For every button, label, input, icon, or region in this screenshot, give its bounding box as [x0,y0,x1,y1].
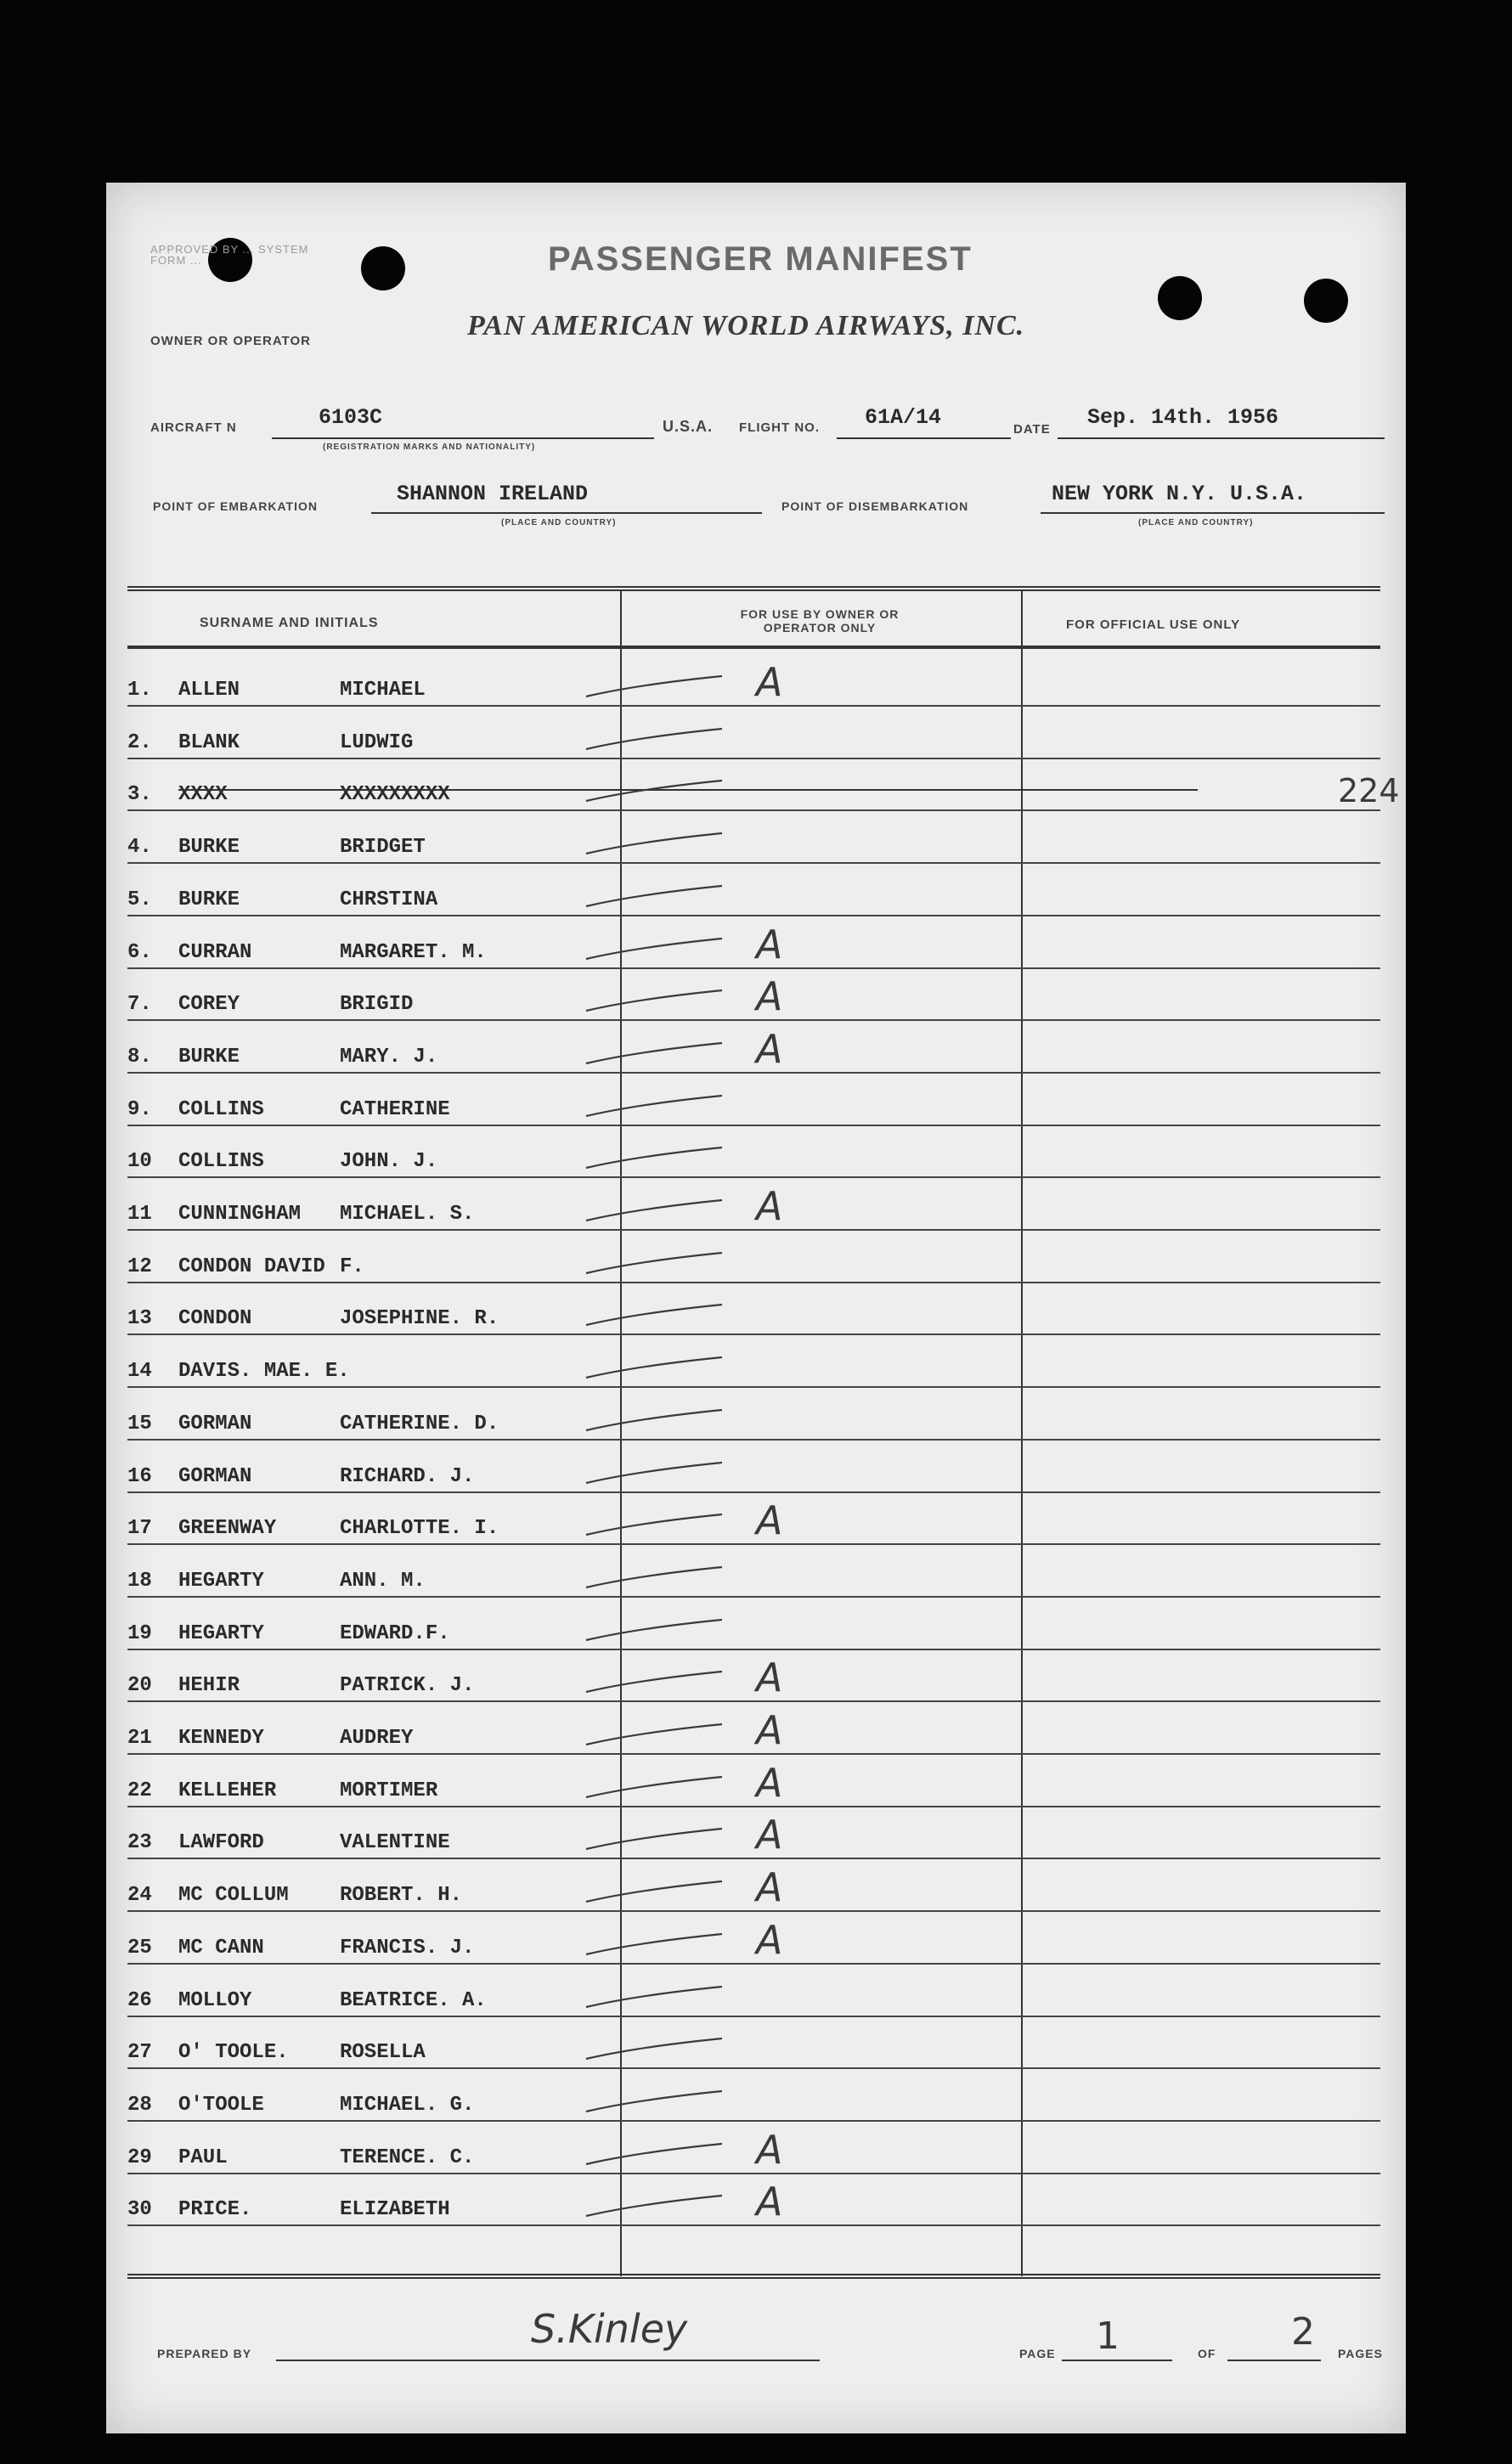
check-stroke [578,2032,748,2066]
check-stroke [578,1298,748,1332]
passenger-given-name: BRIGID [340,993,414,1017]
row-number: 30 [127,2198,152,2222]
passenger-given-name: CHRSTINA [340,888,438,911]
check-stroke [578,2189,748,2223]
aircraft-value: 6103C [319,405,383,430]
table-row [127,1702,1380,1755]
row-number: 22 [127,1779,152,1802]
table-row [127,1807,1380,1859]
passenger-given-name: ROSELLA [340,2041,426,2065]
prepared-fill-line [276,2360,820,2361]
table-row [127,1283,1380,1335]
punch-hole [1304,279,1348,323]
row-number: 5. [127,888,152,911]
row-number: 3. [127,783,152,807]
aircraft-fill-line [272,437,654,439]
check-stroke [578,1246,748,1280]
manifest-sheet [106,183,1406,2433]
of-label: OF [1198,2347,1216,2360]
row-number: 25 [127,1936,152,1959]
table-row [127,1859,1380,1912]
disembarkation-fill-line [1041,512,1385,514]
table-row [127,1649,1380,1702]
owner-mark: A [756,1497,783,1544]
passenger-surname: MC COLLUM [178,1884,289,1908]
passenger-given-name: CATHERINE. D. [340,1412,499,1435]
embarkation-label: POINT OF EMBARKATION [153,499,318,513]
pages-label: PAGES [1338,2347,1383,2360]
owner-mark: A [756,2179,783,2225]
row-number: 16 [127,1464,152,1488]
passenger-given-name: BRIDGET [340,836,426,860]
table-row [127,2069,1380,2122]
punch-hole [1158,276,1202,320]
disembarkation-value: NEW YORK N.Y. U.S.A. [1052,482,1307,506]
check-stroke [578,1927,748,1961]
check-stroke [578,1822,748,1856]
passenger-given-name: ELIZABETH [340,2198,450,2222]
of-fill-line [1227,2360,1321,2361]
row-number: 1. [127,679,152,702]
row-number: 13 [127,1307,152,1331]
passenger-surname: PAUL [178,2145,228,2169]
embarkation-value: SHANNON IRELAND [397,482,589,506]
table-row [127,1125,1380,1178]
check-stroke [578,1875,748,1909]
table-row [127,916,1380,969]
row-number: 8. [127,1045,152,1068]
page-value: 1 [1096,2315,1120,2358]
owner-value: PAN AMERICAN WORLD AIRWAYS, INC. [467,310,1025,341]
table-row [127,1388,1380,1441]
passenger-surname: ALLEN [178,679,240,702]
table-row [127,2122,1380,2174]
check-stroke [578,879,748,913]
passenger-given-name: VALENTINE [340,1831,450,1855]
check-stroke [578,1508,748,1542]
passenger-given-name: MICHAEL. G. [340,2093,475,2117]
form-title: PASSENGER MANIFEST [548,240,973,278]
owner-mark: A [756,1707,783,1753]
passenger-surname: CONDON DAVID [178,1255,325,1278]
flight-label: FLIGHT NO. [739,420,820,435]
passenger-given-name: TERENCE. C. [340,2145,475,2169]
row-number: 9. [127,1097,152,1121]
passenger-given-name: EDWARD.F. [340,1621,450,1645]
passenger-given-name: BEATRICE. A. [340,1988,487,2012]
passenger-surname: COLLINS [178,1150,264,1174]
embarkation-fill-line [371,512,762,514]
punch-hole [361,246,405,290]
passenger-given-name: FRANCIS. J. [340,1936,475,1959]
passenger-given-name: PATRICK. J. [340,1674,475,1698]
header-official-use: FOR OFFICIAL USE ONLY [1066,617,1241,632]
check-stroke [578,984,748,1018]
page-label: PAGE [1019,2347,1056,2360]
owner-mark: A [756,2126,783,2173]
passenger-surname: GORMAN [178,1412,252,1435]
disembarkation-label: POINT OF DISEMBARKATION [781,499,969,513]
passenger-surname: MOLLOY [178,1988,252,2012]
table-row [127,1231,1380,1283]
row-number: 12 [127,1255,152,1278]
table-row [127,1074,1380,1126]
row-number: 15 [127,1412,152,1435]
row-number: 28 [127,2093,152,2117]
passenger-given-name: LUDWIG [340,730,414,754]
check-stroke [578,1665,748,1699]
passenger-given-name: ANN. M. [340,1569,426,1593]
row-number: 18 [127,1569,152,1593]
owner-mark: A [756,659,783,705]
passenger-given-name: F. [340,1255,364,1278]
preparer-signature: S.Kinley [531,2306,688,2352]
place-caption-embarkation: (PLACE AND COUNTRY) [501,518,617,527]
row-rule [127,2224,1380,2226]
passenger-given-name: MORTIMER [340,1779,438,1802]
nationality: U.S.A. [663,418,714,435]
table-header-rule [127,646,1380,649]
passenger-given-name: MICHAEL [340,679,426,702]
check-stroke [578,1980,748,2014]
row-number: 24 [127,1884,152,1908]
check-stroke [578,1141,748,1175]
table-row [127,2016,1380,2069]
check-stroke [578,1036,748,1070]
passenger-surname: CURRAN [178,940,252,964]
of-value: 2 [1291,2310,1315,2354]
passenger-given-name: MARY. J. [340,1045,438,1068]
passenger-surname: HEGARTY [178,1569,264,1593]
prepared-label: PREPARED BY [157,2347,252,2360]
check-stroke [578,1089,748,1123]
check-stroke [578,722,748,756]
passenger-surname: COREY [178,993,240,1017]
date-label: DATE [1013,422,1051,437]
row-number: 20 [127,1674,152,1698]
row-number: 14 [127,1360,152,1384]
owner-mark: A [756,973,783,1020]
passenger-given-name: JOSEPHINE. R. [340,1307,499,1331]
table-row [127,2174,1380,2226]
date-fill-line [1058,437,1385,439]
table-row [127,1965,1380,2017]
passenger-surname: BURKE [178,888,240,911]
page-fill-line [1062,2360,1172,2361]
row-number: 29 [127,2145,152,2169]
row-number: 10 [127,1150,152,1174]
check-stroke [578,1770,748,1804]
passenger-given-name: XXXXXXXXX [340,783,450,807]
table-row [127,707,1380,759]
row-number: 4. [127,836,152,860]
check-stroke [578,669,748,703]
owner-mark: A [756,1183,783,1229]
passenger-given-name: CHARLOTTE. I. [340,1517,499,1541]
table-row [127,864,1380,916]
passenger-surname: BURKE [178,836,240,860]
header-owner-use: FOR USE BY OWNER OR OPERATOR ONLY [740,607,900,634]
check-stroke [578,1717,748,1751]
passenger-surname: CONDON [178,1307,252,1331]
passenger-surname: DAVIS. MAE. E. [178,1360,350,1384]
owner-mark: A [756,1812,783,1858]
approval-note: APPROVED BY ... SYSTEM FORM ... [150,243,309,267]
row-number: 27 [127,2041,152,2065]
check-stroke [578,1350,748,1384]
passenger-surname: O' TOOLE. [178,2041,289,2065]
table-row [127,811,1380,864]
row-number: 23 [127,1831,152,1855]
passenger-surname: LAWFORD [178,1831,264,1855]
row-number: 21 [127,1727,152,1750]
check-stroke [578,1403,748,1437]
owner-label: OWNER OR OPERATOR [150,334,311,348]
check-stroke [578,1560,748,1594]
passenger-given-name: CATHERINE [340,1097,450,1121]
passenger-surname: KELLEHER [178,1779,277,1802]
table-row [127,1598,1380,1650]
table-row [127,1441,1380,1493]
check-stroke [578,1456,748,1490]
table-row [127,654,1380,707]
row-number: 26 [127,1988,152,2012]
passenger-surname: HEGARTY [178,1621,264,1645]
official-note: 224 [1338,772,1400,810]
place-caption-disembarkation: (PLACE AND COUNTRY) [1138,518,1254,527]
table-row [127,1021,1380,1074]
passenger-surname: MC CANN [178,1936,264,1959]
passenger-surname: GORMAN [178,1464,252,1488]
check-stroke [578,1613,748,1647]
header-surname: SURNAME AND INITIALS [200,616,379,630]
table-row [127,1492,1380,1545]
passenger-surname: XXXX [178,783,228,807]
table-row [127,1545,1380,1598]
owner-mark: A [756,1025,783,1072]
check-stroke [578,826,748,860]
owner-mark: A [756,1916,783,1963]
row-number: 2. [127,730,152,754]
passenger-surname: CUNNINGHAM [178,1203,302,1226]
passenger-given-name: MICHAEL. S. [340,1203,475,1226]
table-row [127,1335,1380,1388]
aircraft-label: AIRCRAFT N [150,420,237,435]
table-row [127,1178,1380,1231]
passenger-given-name: MARGARET. M. [340,940,487,964]
row-number: 19 [127,1621,152,1645]
passenger-given-name: AUDREY [340,1727,414,1750]
row-number: 11 [127,1203,152,1226]
check-stroke [578,1193,748,1227]
check-stroke [578,932,748,966]
table-row [127,758,1400,811]
table-bottom-rule [127,2274,1380,2279]
check-stroke [578,2137,748,2171]
row-number: 17 [127,1517,152,1541]
passenger-surname: KENNEDY [178,1727,264,1750]
date-value: Sep. 14th. 1956 [1087,405,1279,430]
table-row [127,1755,1380,1807]
table-top-rule [127,586,1380,591]
passenger-surname: O'TOOLE [178,2093,264,2117]
check-stroke [578,774,748,808]
passenger-surname: BLANK [178,730,240,754]
passenger-surname: GREENWAY [178,1517,277,1541]
owner-mark: A [756,921,783,967]
passenger-given-name: JOHN. J. [340,1150,438,1174]
passenger-given-name: RICHARD. J. [340,1464,475,1488]
owner-mark: A [756,1759,783,1806]
flight-fill-line [837,437,1011,439]
table-row [127,1912,1380,1965]
owner-mark: A [756,1655,783,1701]
passenger-surname: PRICE. [178,2198,252,2222]
check-stroke [578,2084,748,2118]
flight-value: 61A/14 [865,405,942,430]
table-row [127,968,1380,1021]
row-number: 7. [127,993,152,1017]
registration-caption: (REGISTRATION MARKS AND NATIONALITY) [323,443,536,452]
passenger-surname: COLLINS [178,1097,264,1121]
row-number: 6. [127,940,152,964]
passenger-surname: HEHIR [178,1674,240,1698]
passenger-given-name: ROBERT. H. [340,1884,463,1908]
owner-mark: A [756,1864,783,1911]
passenger-surname: BURKE [178,1045,240,1068]
